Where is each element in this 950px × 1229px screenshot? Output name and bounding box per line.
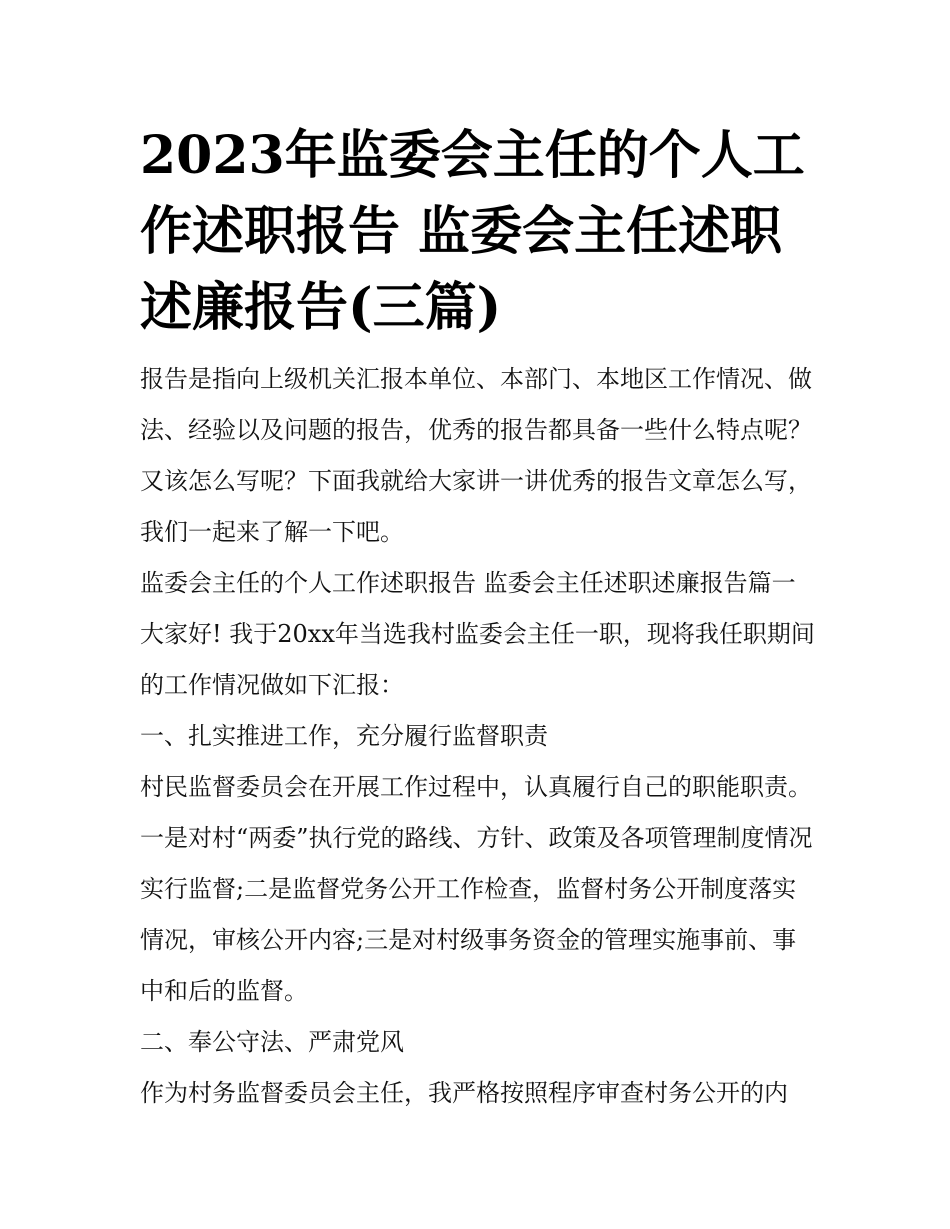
document-title: 2023年监委会主任的个人工作述职报告 监委会主任述职述廉报告(三篇): [140, 125, 805, 338]
paragraph-opening: 监委会主任的个人工作述职报告 监委会主任述职述廉报告篇一 大家好! 我于20xx年当选我村监委会主任一职，现将我任职期间的工作情况做如下汇报：: [140, 569, 815, 699]
paragraph-intro: 报告是指向上级机关汇报本单位、本部门、本地区工作情况、做法、经验以及问题的报告，优秀的报告都具备一些什么特点呢？又该怎么写呢？下面我就给大家讲一讲优秀的报告文章怎么写，我们一起来了解一下吧。: [140, 365, 812, 546]
section-heading-1: 一、扎实推进工作，充分履行监督职责: [140, 722, 548, 750]
document-body: [140, 354, 816, 1119]
paragraph-section-2: 作为村务监督委员会主任，我严格按照程序审查村务公开的内: [140, 1079, 788, 1107]
section-heading-2: 二、奉公守法、严肃党风: [140, 1028, 404, 1056]
paragraph-section-1: 村民监督委员会在开展工作过程中，认真履行自己的职能职责。一是对村“两委”执行党的路线、方针、政策及各项管理制度情况实行监督;二是监督党务公开工作检查，监督村务公开制度落实情况，审核公开内容;三是对村级事务资金的管理实施事前、事中和后的监督。: [140, 773, 813, 1005]
